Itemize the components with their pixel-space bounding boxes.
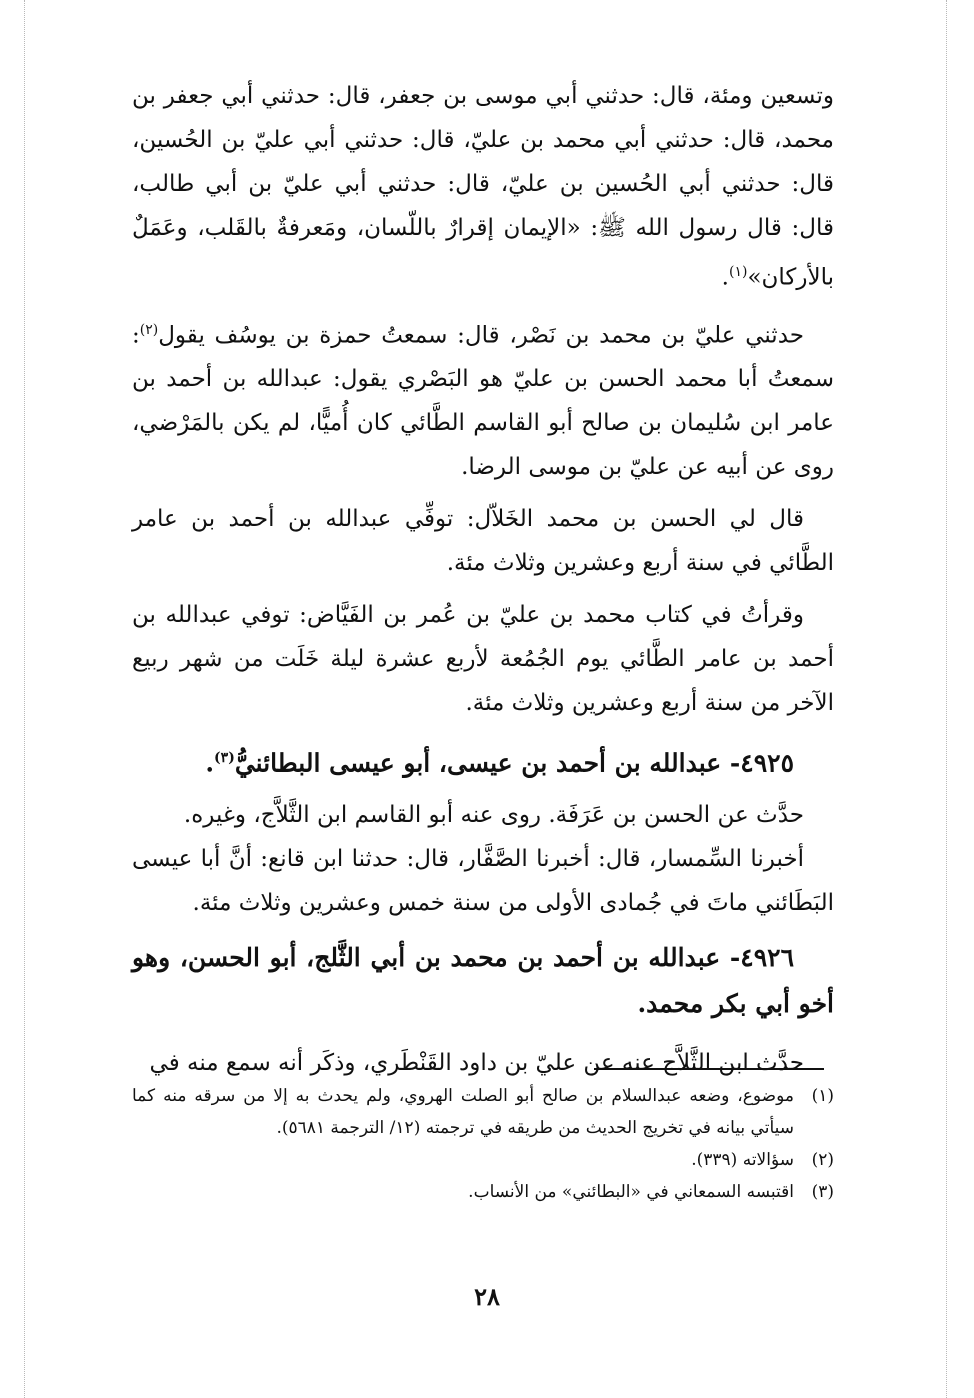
footnote-divider [594, 1068, 824, 1070]
paragraph: حدثني عليّ بن محمد بن نَصْر، قال: سمعتُ حمزة بن يوسُف يقول$^{(٢)}$: سمعتُ أبا محمد الحسن بن عليّ هو البَصْري يقول: عبدالله بن أحمد بن عامر ابن سُليمان بن صالح أبو القاسم الطَّائي كان أُميًّا، لم يكن بالمَرْضي، روى عن أبيه عن عليّ بن موسى الرضا. [132, 321, 834, 481]
paragraph: حدَّث ابن الثَّلاَّج عنه عن عليّ بن داود القَنْطَري، وذكَر أنه سمع منه في [149, 1049, 804, 1076]
paragraph: قال لي الحسن بن محمد الخَلاّل: توفِّي عبدالله بن أحمد بن عامر الطَّائي في سنة أربع وعشرين وثلاث مئة. [132, 506, 834, 577]
footnote-ref: (٢) [139, 321, 159, 338]
entry-heading: ٤٩٢٥- عبدالله بن أحمد بن عيسى، أبو عيسى البطائنيُّ$^{(٣)}$. [205, 748, 794, 778]
footnote-ref: (٣) [214, 750, 235, 767]
footnote-text: سؤالاته (٣٣٩). [691, 1150, 794, 1170]
footnote-ref: (١) [728, 264, 748, 280]
footnotes [132, 1080, 834, 1208]
footnote-number: (٢) [811, 1150, 834, 1170]
footnote-number: (٣) [811, 1182, 834, 1202]
entry-heading: ٤٩٢٦- عبدالله بن أحمد بن محمد بن أبي الثَّلج، أبو الحسن، وهو أخو أبي بكر محمد. [132, 942, 834, 1018]
scan-margin-dots [946, 0, 947, 1398]
footnote-number: (١) [811, 1086, 834, 1106]
paragraph: أخبرنا السِّمسار، قال: أخبرنا الصَّفَّار، قال: حدثنا ابن قانع: أنَّ أبا عيسى البَطَائني ماتَ في جُمادى الأولى من سنة خمس وعشرين وثلاث مئة. [132, 845, 834, 916]
main-text [132, 74, 834, 1085]
footnote-text: اقتبسه السمعاني في «البطائني» من الأنساب. [468, 1182, 794, 1202]
footnote [132, 1144, 834, 1176]
footnote [132, 1176, 834, 1208]
footnote [132, 1080, 834, 1144]
paragraph: وقرأتُ في كتاب محمد بن عليّ بن عُمر بن الفَيَّاض: توفي عبدالله بن أحمد بن عامر الطَّائي يوم الجُمُعة لأربع عشرة ليلة خَلَت من شهر ربيع الآخر من سنة أربع وعشرين وثلاث مئة. [132, 602, 834, 717]
footnote-text: موضوع، وضعه عبدالسلام بن صالح أبو الصلت الهروي، ولم يحدث به إلا من سرقه منه كما سيأتي بيانه في تخريج الحديث من طريقه في ترجمته (١٢/ الترجمة ٥٦٨١). [132, 1086, 794, 1138]
paragraph: حدَّث عن الحسن بن عَرَفَة. روى عنه أبو القاسم ابن الثَّلاَّج، وغيره. [183, 801, 804, 828]
paragraph: وتسعين ومئة، قال: حدثني أبي موسى بن جعفر، قال: حدثني أبي جعفر بن محمد، قال: حدثني أبي محمد بن عليّ، قال: حدثني أبي عليّ بن الحُسين، قال: حدثني أبي الحُسين بن عليّ، قال: حدثني أبي عليّ بن أبي طالب، قال: قال رسول الله ﷺ: «الإيمان إقرارٌ باللّسان، ومَعرفةٌ بالقَلب، وعَمَلٌ بالأركان»$^{(١)}$. [132, 83, 834, 291]
scan-margin-dots [24, 0, 25, 1398]
page-number: ٢٨ [474, 1282, 500, 1311]
